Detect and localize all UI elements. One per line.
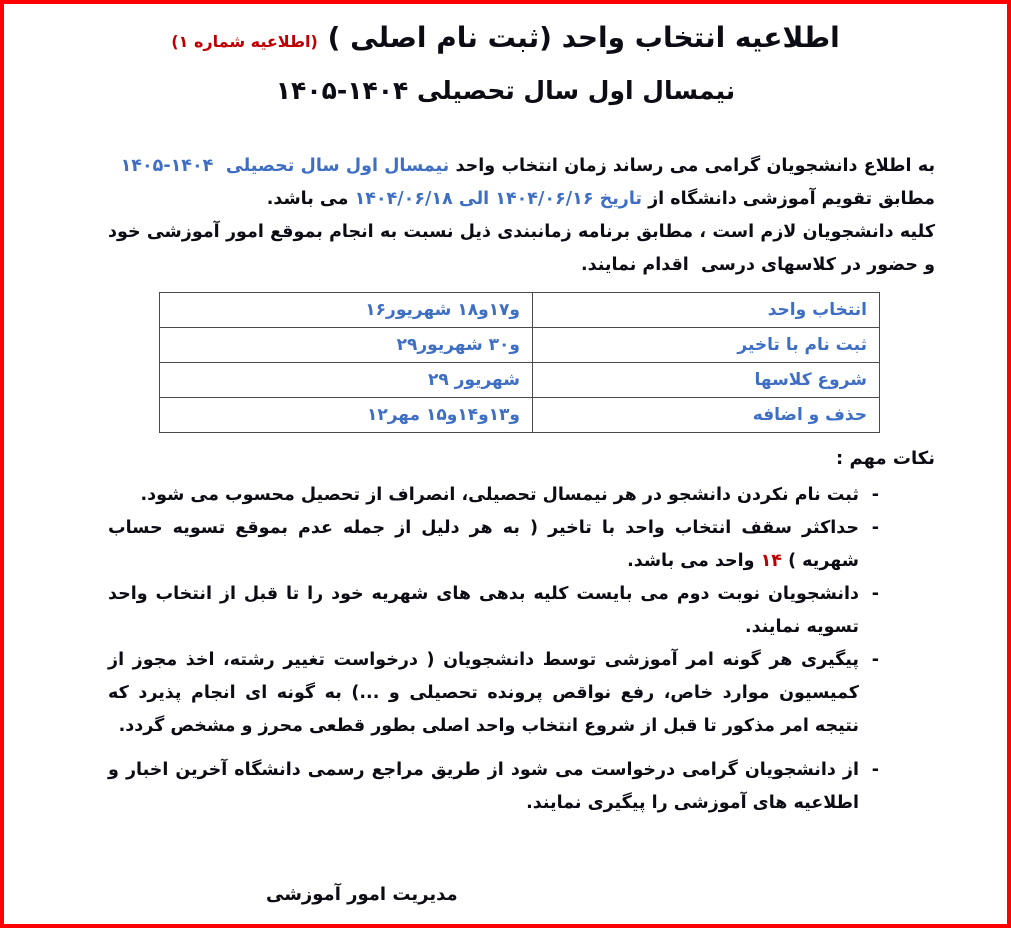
table-row xyxy=(160,328,880,363)
p1-text-black-3: می باشد. xyxy=(266,189,355,209)
table-row xyxy=(160,363,880,398)
schedule-value: ۱۲و۱۳و۱۴و۱۵ مهر xyxy=(160,398,533,433)
p1-text-black-2: مطابق تقویم آموزشی دانشگاه از xyxy=(108,156,935,209)
list-item xyxy=(108,644,877,743)
list-item xyxy=(108,578,877,644)
note-text: حداکثر سقف انتخاب واحد با تاخیر ( به هر دلیل از جمله عدم بموقع تسویه حساب شهریه ) xyxy=(108,518,859,571)
schedule-label: ثبت نام با تاخیر xyxy=(533,328,880,363)
dash-marker: - xyxy=(871,650,879,670)
page-title xyxy=(4,18,1007,62)
table-row xyxy=(160,398,880,433)
schedule-value: ۱۶و۱۷و۱۸ شهریور xyxy=(160,293,533,328)
note-text: از دانشجویان گرامی درخواست می شود از طریق مراجع رسمی دانشگاه آخرین اخبار و اطلاعیه های آموزشی را پیگیری نمایند. xyxy=(108,760,859,813)
semester-subtitle: نیمسال اول سال تحصیلی ۱۴۰۴-۱۴۰۵ xyxy=(275,76,736,105)
title-red-note: (اطلاعیه شماره ۱) xyxy=(171,32,318,51)
dash-marker: - xyxy=(871,760,879,780)
p1-dates-blue: تاریخ ۱۴۰۴/۰۶/۱۶ الی ۱۴۰۴/۰۶/۱۸ xyxy=(354,189,642,209)
notes-list xyxy=(108,479,935,820)
p1-semester-blue: نیمسال اول سال تحصیلی ۱۴۰۴-۱۴۰۵ xyxy=(120,156,450,176)
notes-heading: نکات مهم : xyxy=(836,448,935,469)
note-text: دانشجویان نوبت دوم می بایست کلیه بدهی های شهریه خود را تا قبل از انتخاب واحد تسویه نمایند. xyxy=(108,584,859,637)
intro-paragraph-1 xyxy=(108,150,935,216)
signature-line: مدیریت امور آموزشی xyxy=(266,884,458,905)
note-text: ثبت نام نکردن دانشجو در هر نیمسال تحصیلی، انصراف از تحصیل محسوب می شود. xyxy=(140,485,859,505)
schedule-table xyxy=(159,292,880,433)
schedule-value: ۲۹ شهریور xyxy=(160,363,533,398)
schedule-value: ۲۹و۳۰ شهریور xyxy=(160,328,533,363)
note-text: پیگیری هر گونه امر آموزشی توسط دانشجویان ( درخواست تغییر رشته، اخذ مجوز از کمیسیون موارد خاص، رفع نواقص پرونده تحصیلی و ...) به گونه ای انجام پذیرد که نتیجه امر مذکور تا قبل از شروع انتخاب واحد اصلی بطور قطعی محرز و مشخص گردد. xyxy=(108,650,859,736)
list-item xyxy=(108,512,877,578)
schedule-label: شروع کلاسها xyxy=(533,363,880,398)
announcement-header xyxy=(4,4,1007,108)
schedule-label: حذف و اضافه xyxy=(533,398,880,433)
dash-marker: - xyxy=(871,518,879,538)
note-highlight-red: ۱۴ xyxy=(760,551,782,571)
announcement-body xyxy=(4,150,1007,908)
dash-marker: - xyxy=(871,485,879,505)
note-text: واحد می باشد. xyxy=(627,551,761,571)
title-main-text: اطلاعیه انتخاب واحد (ثبت نام اصلی ) xyxy=(317,21,840,54)
list-item xyxy=(108,754,877,820)
table-row xyxy=(160,293,880,328)
list-item xyxy=(108,479,877,512)
p1-text-black-1: به اطلاع دانشجویان گرامی می رساند زمان انتخاب واحد xyxy=(449,156,936,176)
dash-marker: - xyxy=(871,584,879,604)
schedule-label: انتخاب واحد xyxy=(533,293,880,328)
intro-paragraph-2: کلیه دانشجویان لازم است ، مطابق برنامه زمانبندی ذیل نسبت به انجام بموقع امور آموزشی خود و حضور در کلاسهای درسی اقدام نمایند. xyxy=(108,222,935,275)
